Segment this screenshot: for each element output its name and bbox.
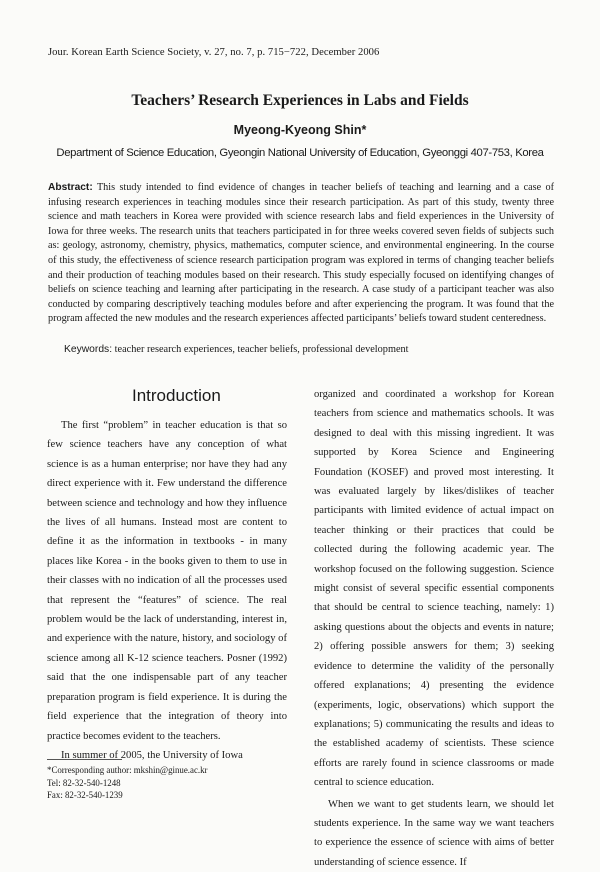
body-paragraph: The first “problem” in teacher education is that so few science teachers have any conception of what science is as a human enterprise; nor have they had any direct experience with it. Few understand the difference between science and technology and how they influence the lives of all humans. Instead most are content to define it as the information in textbooks - in many places like Korea - in the books given to them to use in their classes with no indication of all the processes used that represent the “features” of science. The real problem would be the lack of understanding, interest in, and experience with the nature, history, and sociology of science among all K-12 science teachers. Posner (1992) said that the one indispensable part of any teacher preparation program is field experience. It is during the field experience that the integration of theory into practice becomes evident to the teachers. <box>47 420 287 742</box>
fax-note: Fax: 82-32-540-1239 <box>47 790 123 801</box>
telephone-note: Tel: 82-32-540-1248 <box>47 777 121 788</box>
author-name: Myeong-Kyeong Shin* <box>233 123 367 137</box>
body-paragraph: In summer of 2005, the University of Iowa <box>61 749 243 761</box>
corresponding-author-note: *Corresponding author: mkshin@ginue.ac.kr <box>47 765 208 775</box>
abstract-label: Abstract: <box>48 182 93 193</box>
footnote <box>47 764 208 802</box>
section-heading-introduction: Introduction <box>132 386 221 405</box>
abstract-text: This study intended to find evidence of changes in teacher beliefs of teaching and learning and a case of infusing research experiences in teaching modules since their research participation. As part of this study, twenty three science and math teachers in Korea were provided with science research labs and field experiences in the University of Iowa for three weeks. The research units that teachers participated in for three weeks covered seven fields of subjects such as: geology, astronomy, chemistry, physics, mathematics, computer science, and environmental engineering. In the course of this study, the effectiveness of science research participation program was explored in terms of changing teacher beliefs and their production of teaching modules based on their research. This study especially focused on identifying changes of beliefs on science teaching and learning after participating in the research. A case study of a participant teacher was also conducted by comparing descriptively teaching modules before and after experiencing the program. It was found that the program affected the new modules and the research experiences affected participants’ beliefs toward student centeredness. <box>48 182 554 325</box>
right-column-body <box>314 385 554 872</box>
journal-citation-line: Jour. Korean Earth Science Society, v. 27, no. 7, p. 715−722, December 2006 <box>48 47 380 58</box>
keywords-label: Keywords: <box>64 344 113 355</box>
body-paragraph: When we want to get students learn, we should let students experience. In the same way we want teachers to experience the essence of science with aims of better understanding of science essence. If <box>314 798 554 868</box>
footnote-divider <box>47 759 122 760</box>
author-affiliation: Department of Science Education, Gyeongin National University of Education, Gyeonggi 407-753, Korea <box>56 147 544 159</box>
paper-title: Teachers’ Research Experiences in Labs and Fields <box>131 92 469 109</box>
keywords-line <box>64 343 544 356</box>
body-paragraph: organized and coordinated a workshop for Korean teachers from science and mathematics schools. It was designed to deal with this missing ingredient. It was supported by Korea Science and Engineering Foundation (KOSEF) and proved most interesting. It was evaluated largely by likes/dislikes of teacher participants with limited evidence of actual impact on teacher thinking or their practices that could be collected during the following academic year. The workshop focused on the following suggestion. Science might consist of several specific essential components that should be central to science teaching, namely: 1) asking questions about the objects and events in nature; 2) offering possible answers for them; 3) seeking evidence to determine the validity of the personally offered explanations; 4) presenting the evidence (experiments, logic, observations) which support the explanations; 5) communicating the results and ideas to the established academy of scientists. These science efforts are rarely found in science classrooms or made central to science education. <box>314 389 554 789</box>
abstract-block <box>48 181 554 327</box>
left-column-body <box>47 416 287 765</box>
keywords-text: teacher research experiences, teacher beliefs, professional development <box>114 344 409 355</box>
